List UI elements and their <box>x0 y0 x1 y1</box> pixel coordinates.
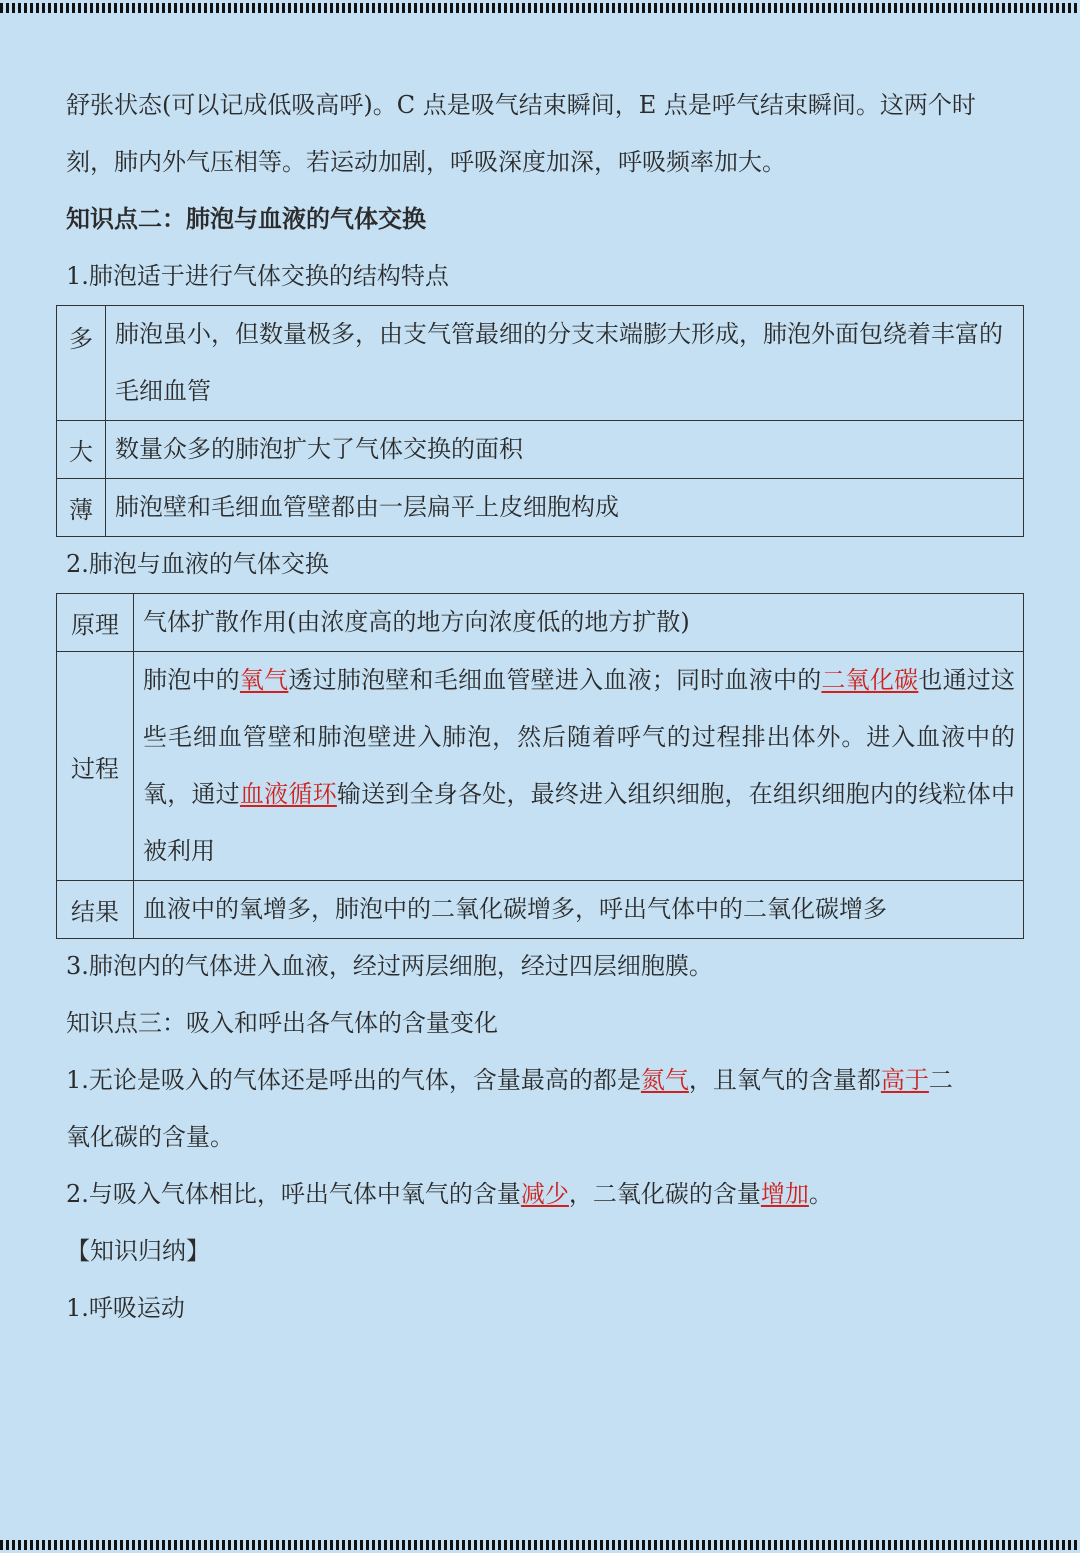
row-key: 结果 <box>57 881 134 939</box>
table-row <box>57 421 1024 479</box>
row-value: 气体扩散作用(由浓度高的地方向浓度低的地方扩散) <box>134 594 1024 652</box>
row-key: 原理 <box>57 594 134 652</box>
section-3-item-1 <box>66 1064 953 1096</box>
keyword-higher-than: 高于 <box>880 1066 929 1094</box>
item-text: 。 <box>808 1180 833 1208</box>
keyword-oxygen: 氧气 <box>239 666 289 694</box>
row-key: 薄 <box>57 479 106 537</box>
row-key: 多 <box>57 306 106 421</box>
summary-item-1: 1.呼吸运动 <box>66 1294 185 1322</box>
process-text: 输送到全身各处，最终进入组织细胞，在组织细胞内的线粒体中被利用 <box>143 780 1016 865</box>
table-row <box>57 652 1024 881</box>
keyword-nitrogen: 氮气 <box>640 1066 689 1094</box>
table-row <box>57 881 1024 939</box>
intro-line-2: 刻，肺内外气压相等。若运动加剧，呼吸深度加深，呼吸频率加大。 <box>66 148 786 176</box>
structure-table <box>56 305 1024 537</box>
keyword-carbon-dioxide: 二氧化碳 <box>821 666 919 694</box>
table-row <box>57 594 1024 652</box>
section-2-title: 知识点二：肺泡与血液的气体交换 <box>66 204 426 233</box>
section-2-sub-2: 2.肺泡与血液的气体交换 <box>66 550 329 578</box>
row-value: 肺泡壁和毛细血管壁都由一层扁平上皮细胞构成 <box>106 479 1024 537</box>
item-text: 二 <box>928 1066 953 1094</box>
row-key: 过程 <box>57 652 134 881</box>
process-text: 肺泡中的 <box>143 666 240 694</box>
item-text: ，二氧化碳的含量 <box>568 1180 761 1208</box>
row-key: 大 <box>57 421 106 479</box>
keyword-increase: 增加 <box>760 1180 809 1208</box>
process-text: 也通过这些毛细血管壁和肺泡壁进入肺泡，然后随着呼气的过程排出体外。进入血液中的氧，通过 <box>143 666 1016 808</box>
keyword-decrease: 减少 <box>520 1180 569 1208</box>
item-text: 1.无论是吸入的气体还是呼出的气体，含量最高的都是 <box>66 1066 641 1094</box>
exchange-table <box>56 593 1024 939</box>
top-border <box>0 3 1080 13</box>
section-2-sub-3: 3.肺泡内的气体进入血液，经过两层细胞，经过四层细胞膜。 <box>66 952 713 980</box>
section-2-sub-1: 1.肺泡适于进行气体交换的结构特点 <box>66 262 449 290</box>
process-text: 透过肺泡壁和毛细血管壁进入血液；同时血液中的 <box>288 666 822 694</box>
section-3-item-2 <box>66 1178 833 1210</box>
intro-line-1: 舒张状态(可以记成低吸高呼)。C 点是吸气结束瞬间，E 点是呼气结束瞬间。这两个时 <box>66 91 976 119</box>
section-3-item-1-cont: 氧化碳的含量。 <box>66 1123 234 1151</box>
row-value <box>134 652 1024 881</box>
summary-title: 【知识归纳】 <box>66 1237 210 1265</box>
bottom-border <box>0 1540 1080 1550</box>
item-text: ，且氧气的含量都 <box>688 1066 881 1094</box>
row-value: 血液中的氧增多，肺泡中的二氧化碳增多，呼出气体中的二氧化碳增多 <box>134 881 1024 939</box>
row-value: 肺泡虽小，但数量极多，由支气管最细的分支末端膨大形成，肺泡外面包绕着丰富的毛细血管 <box>106 306 1024 421</box>
table-row <box>57 479 1024 537</box>
keyword-blood-circulation: 血液循环 <box>239 780 337 808</box>
item-text: 2.与吸入气体相比，呼出气体中氧气的含量 <box>66 1180 521 1208</box>
row-value: 数量众多的肺泡扩大了气体交换的面积 <box>106 421 1024 479</box>
table-row <box>57 306 1024 421</box>
section-3-title: 知识点三：吸入和呼出各气体的含量变化 <box>66 1009 498 1037</box>
